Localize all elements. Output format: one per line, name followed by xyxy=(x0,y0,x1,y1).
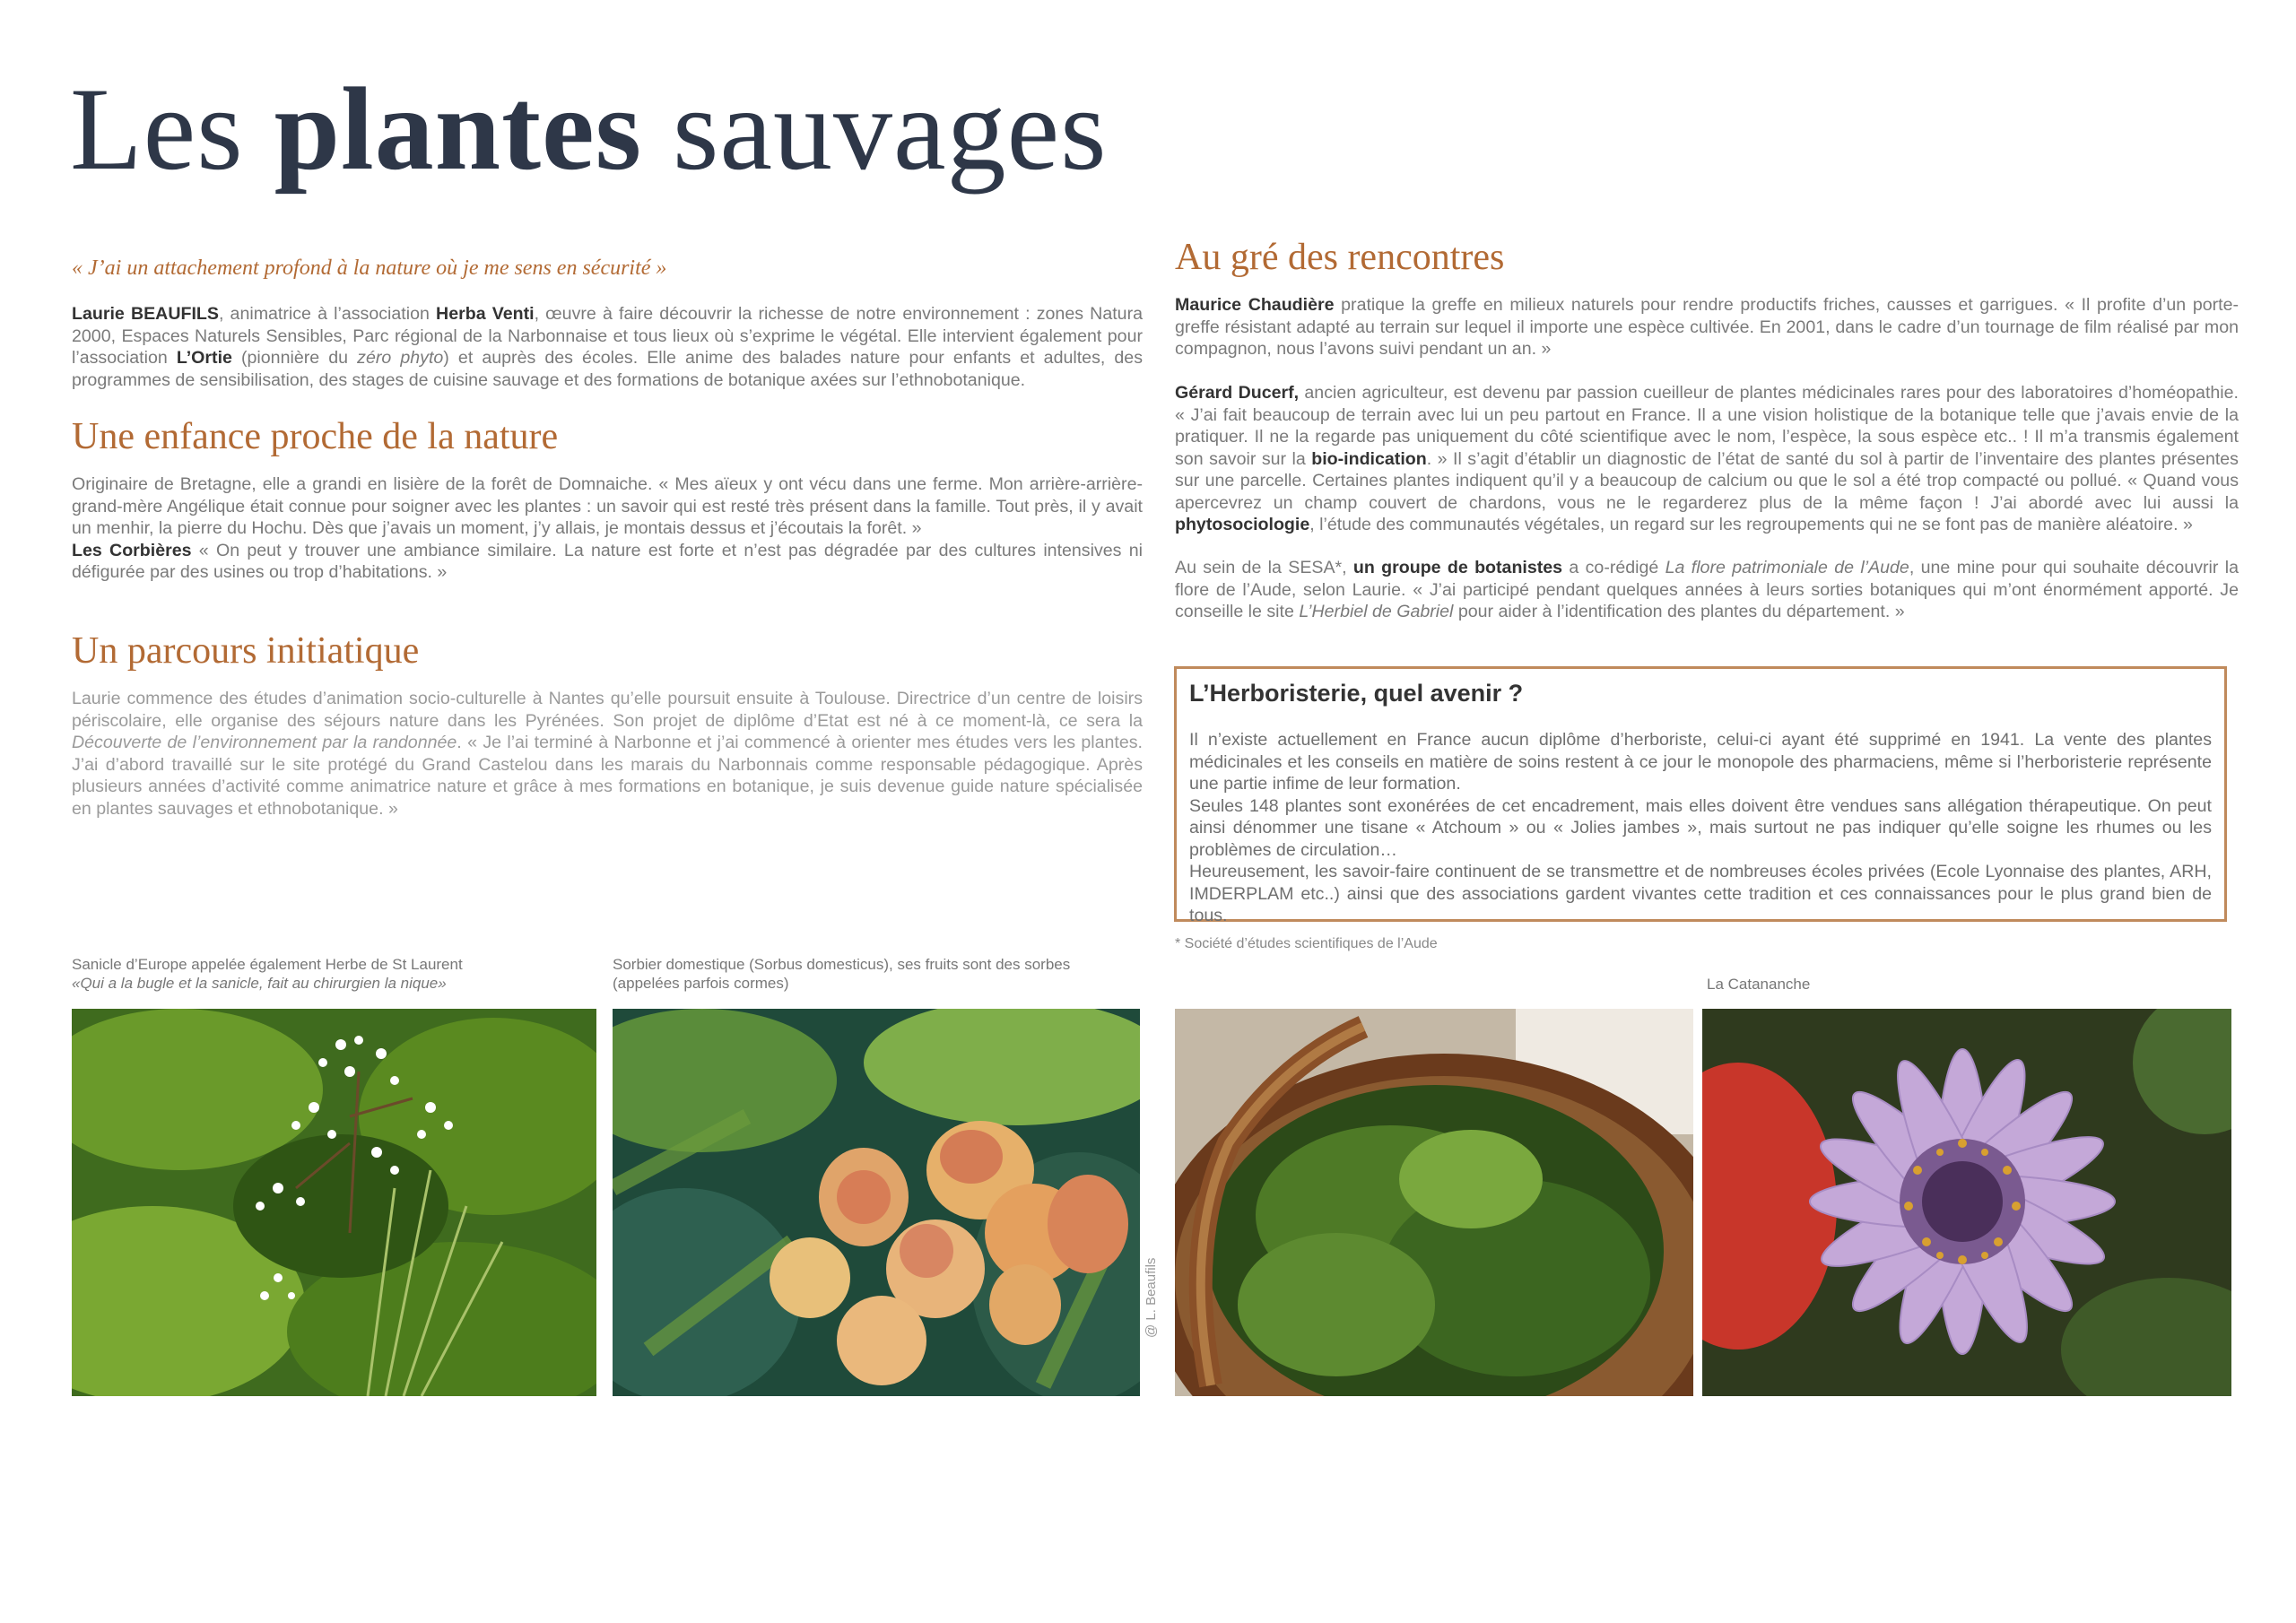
box-text-3: Heureusement, les savoir-faire continuent de se transmettre et de nombreuses écoles privées (Ecole Lyonnaise des plantes, ARH, IMDERPLAM etc..) ainsi que des associations gardent vivantes cette tradition et ces connaissances pour le plus grand bien de tous. xyxy=(1189,862,2212,925)
name-ducerf: Gérard Ducerf, xyxy=(1175,383,1300,403)
footnote: * Société d’études scientifiques de l’Aude xyxy=(1175,936,1438,951)
intro-ortie: L’Ortie xyxy=(176,348,232,368)
title-pre: Les xyxy=(70,63,274,195)
intro-name: Laurie BEAUFILS xyxy=(72,304,219,324)
heading-enfance: Une enfance proche de la nature xyxy=(72,416,559,457)
enfance-text-1: Originaire de Bretagne, elle a grandi en lisière de la forêt de Domnaiche. « Mes aïeux y ont vécu dans une ferme. Mon arrière-arrière-grand-mère Angélique était connue pour soigner avec les plantes : un savoir qui est resté très présent dans la famille. Tout près, il y avait un menhir, la pierre du Hochu. Dès que j’avais un moment, j’y allais, je montais dessus et j’écoutais la forêt. » xyxy=(72,474,1143,538)
intro-text-2: , œuvre à faire découvrir la richesse de notre environnement : zones Natura 2000, Espaces Naturels Sensibles, Parc régional de la Narbonnaise et tous lieux où s’exprime le végétal. Elle intervient également pour l’association xyxy=(72,304,1143,368)
herboristerie-box xyxy=(1174,666,2227,925)
photo-sorbier xyxy=(613,1009,1140,1396)
rencontres-paragraph-3 xyxy=(1175,557,2239,623)
intro-text-4: ) et auprès des écoles. Elle anime des balades nature pour enfants et adultes, des programmes de sensibilisation, des stages de cuisine sauvage et des formations de botanique axées sur l’ethnobotanique. xyxy=(72,348,1144,390)
caption-sanicle-2: «Qui a la bugle et la sanicle, fait au chirurgien la nique» xyxy=(72,975,447,992)
enfance-paragraph xyxy=(72,473,1143,584)
photo-catananche xyxy=(1702,1009,2231,1396)
photo-panier xyxy=(1175,1009,1693,1396)
intro-text-1: , animatrice à l’association xyxy=(218,304,437,324)
intro-paragraph xyxy=(72,303,1143,391)
heading-rencontres: Au gré des rencontres xyxy=(1175,237,1505,278)
rencontres-text-2b: . » Il s’agit d’établir un diagnostic de l’état de santé du sol à partir de l’inventaire des plantes présentes sur une parcelle. Certaines plantes indiquent qu’il y a beaucoup de calcium ou que le sol a été trop compacté ou pollué. « Quand vous apercevrez un champ couvert de chardons, vous ne le regarderez plus de la même façon ! J’ai abordé avec lui aussi la xyxy=(1175,448,2239,513)
photo-sanicle xyxy=(72,1009,596,1396)
box-paragraph xyxy=(1189,729,2212,927)
rencontres-text-2a: ancien agriculteur, est devenu par passion cueilleur de plantes médicinales rares pour des laboratoires d’homéopathie. « J’ai fait beaucoup de terrain avec lui un peu partout en France. Il a une vision holistique de la botanique telle que j’avais envie de la pratiquer. Il ne la regarde pas uniquement du côté scientifique avec le nom, l’espèce, la sous espèce etc.. ! Il m’a transmis également son savoir sur la xyxy=(1175,383,2239,469)
caption-catananche: La Catananche xyxy=(1707,976,1811,993)
flore-patrimoniale: La flore patrimoniale de l’Aude xyxy=(1665,558,1909,577)
box-text-1: Il n’existe actuellement en France aucun diplôme d’herboriste, celui-ci ayant été supprimé en 1941. La vente des plantes médicinales et les conseils en matière de soins restent à ce jour le monopole des pharmaciens, même si l’herboristerie représente une partie infime de leur formation. xyxy=(1189,730,2212,794)
caption-sorbier-1: Sorbier domestique (Sorbus domesticus), ses fruits sont des sorbes xyxy=(613,956,1071,973)
rencontres-text-3d: pour aider à l’identification des plantes du département. » xyxy=(1453,602,1905,621)
caption-sorbier xyxy=(613,955,1070,993)
groupe-botanistes: un groupe de botanistes xyxy=(1352,558,1563,577)
parcours-italic: Découverte de l’environnement par la randonnée xyxy=(72,733,457,752)
box-heading: L’Herboristerie, quel avenir ? xyxy=(1189,680,1524,707)
rencontres-text-3b: a co-rédigé xyxy=(1562,558,1665,577)
basket-image xyxy=(1175,1009,1693,1396)
page-title xyxy=(70,63,1108,195)
rencontres-text-3a: Au sein de la SESA*, xyxy=(1175,558,1353,577)
parcours-text-2: . « Je l’ai terminé à Narbonne et j’ai commencé à orienter mes études vers les plantes. J’ai d’abord travaillé sur le site protégé du Grand Castelou dans les marais du Narbonnais comme responsable pédagogique. Après plusieurs années d’activité comme animatrice nature et grâce à mes formations en botanique, je suis devenue guide nature spécialisée en plantes sauvages et ethnobotanique. » xyxy=(72,733,1144,819)
name-chaudiere: Maurice Chaudière xyxy=(1175,295,1335,315)
sanicle-image xyxy=(72,1009,596,1396)
title-post: sauvages xyxy=(642,63,1108,195)
sorbier-image xyxy=(613,1009,1140,1396)
herbiel-gabriel: L’Herbiel de Gabriel xyxy=(1299,602,1454,621)
rencontres-paragraph-2 xyxy=(1175,382,2239,536)
parcours-paragraph xyxy=(72,688,1143,820)
phytosociologie: phytosociologie xyxy=(1175,515,1310,534)
title-bold: plantes xyxy=(274,63,643,195)
enfance-text-2: « On peut y trouver une ambiance similaire. La nature est forte et n’est pas dégradée par des cultures intensives ni défigurée par des usines ou trop d’habitations. » xyxy=(72,540,1143,582)
bio-indication: bio-indication xyxy=(1311,448,1427,469)
parcours-text-1: Laurie commence des études d’animation socio-culturelle à Nantes qu’elle poursuit ensuite à Toulouse. Directrice d’un centre de loisirs périscolaire, elle organise des séjours nature dans les Pyrénées. Son projet de diplôme d’Etat est né à ce moment-là, ce sera la xyxy=(72,689,1143,731)
caption-sorbier-2: (appelées parfois cormes) xyxy=(613,975,789,992)
catananche-image xyxy=(1702,1009,2231,1396)
pull-quote: « J’ai un attachement profond à la nature où je me sens en sécurité » xyxy=(72,256,667,280)
enfance-corbieres: Les Corbières xyxy=(72,540,192,560)
box-text-2: Seules 148 plantes sont exonérées de cet encadrement, mais elles doivent être vendues sans allégation thérapeutique. On peut ainsi dénommer une tisane « Atchoum » ou « Jolies jambes », mais surtout ne pas indiquer qu’elle soigne les rhumes ou les problèmes de circulation… xyxy=(1189,795,2212,860)
caption-sanicle-1: Sanicle d’Europe appelée également Herbe de St Laurent xyxy=(72,956,463,973)
photo-credit: @ L. Beaufils xyxy=(1144,1257,1159,1338)
rencontres-text-1: pratique la greffe en milieux naturels pour rendre productifs friches, causses et garrigues. « Il profite d’un porte-greffe résistant adapté au terrain sur lequel il importe une espèce cultivée. En 2001, dans le cadre d’un tournage de film réalisé par mon compagnon, nous l’avons suivi pendant un an. » xyxy=(1175,295,2239,359)
heading-parcours: Un parcours initiatique xyxy=(72,630,420,672)
rencontres-text-2c: , l’étude des communautés végétales, un regard sur les regroupements qui ne se font pas de manière aléatoire. » xyxy=(1309,515,2193,534)
intro-zero-phyto: zéro phyto xyxy=(357,348,444,368)
rencontres-paragraph-1 xyxy=(1175,294,2239,360)
intro-assoc: Herba Venti xyxy=(436,304,535,324)
rencontres-text-3c: , une mine pour qui souhaite découvrir la flore de l’Aude, selon Laurie. « J’ai participé pendant quelques années à leurs sorties botaniques qui m’ont énormément apporté. Je conseille le site xyxy=(1175,558,2239,621)
caption-sanicle xyxy=(72,955,463,993)
intro-text-3: (pionnière du xyxy=(231,348,358,368)
